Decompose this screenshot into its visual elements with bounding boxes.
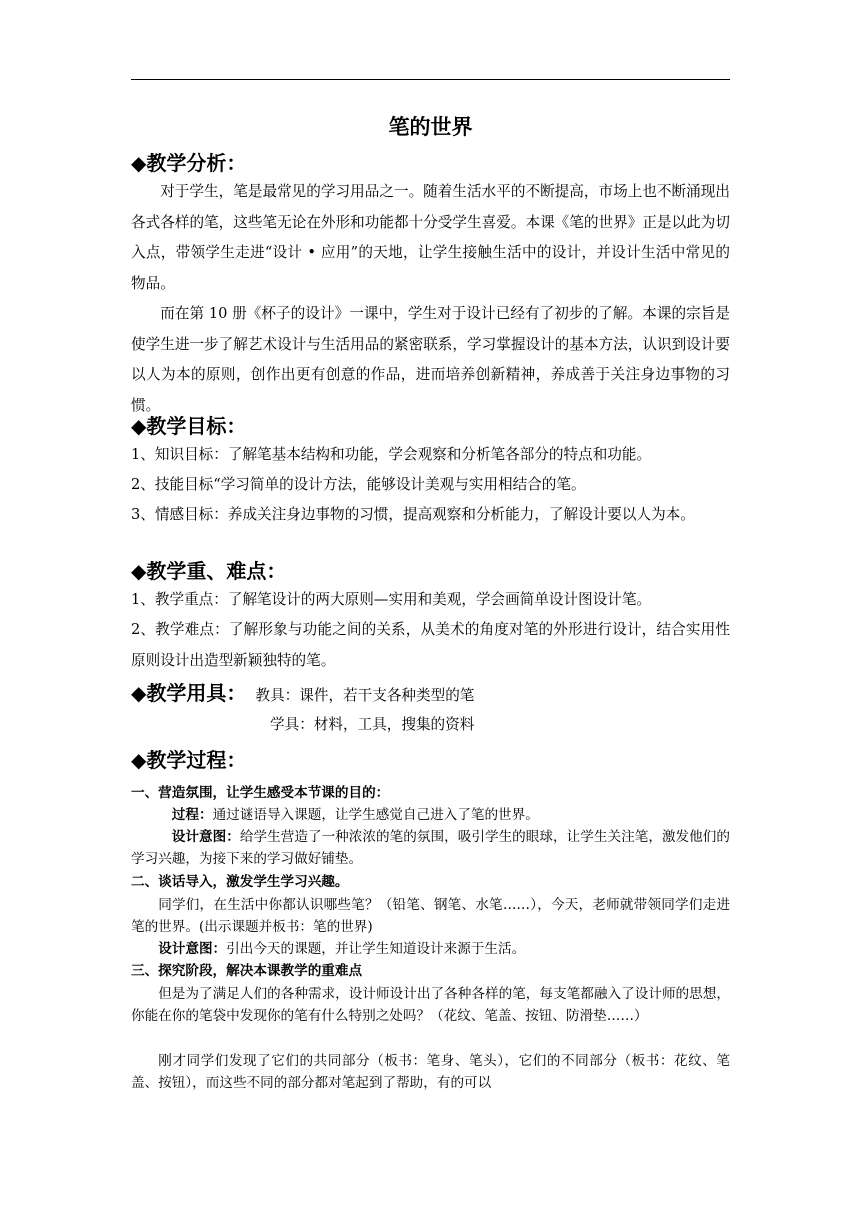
tools-row	[131, 680, 730, 706]
analysis-paragraph-2: 而在第 10 册《杯子的设计》一课中，学生对于设计已经有了初步的了解。本课的宗旨是使学生进一步了解艺术设计与生活用品的紧密联系，学习掌握设计的基本方法，认识到设计要以人为本的原则，创作出更有创意的作品，进而培养创新精神，养成善于关注身边事物的习惯。	[131, 305, 730, 414]
step1-intent-label: 设计意图：	[171, 829, 240, 845]
step1-intent	[131, 826, 730, 870]
step2-title: 二、谈话导入，激发学生学习兴趣。	[131, 874, 349, 890]
step1-process-text: 通过谜语导入课题，让学生感觉自己进入了笔的世界。	[212, 807, 539, 823]
tools-teacher: 教具：课件，若干支各种类型的笔	[255, 687, 475, 704]
step1-title: 一、营造氛围，让学生感受本节课的目的：	[131, 785, 390, 801]
step2-text: 同学们，在生活中你都认识哪些笔？（铅笔、钢笔、水笔……），今天，老师就带领同学们走进笔的世界。(出示课题并板书：笔的世界)	[131, 897, 730, 935]
tools-heading: ◆教学用具：	[131, 681, 247, 705]
document-title: 笔的世界	[388, 115, 473, 139]
analysis-heading: ◆教学分析：	[131, 151, 247, 175]
goal-item-1: 1、知识目标：了解笔基本结构和功能，学会观察和分析笔各部分的特点和功能。	[131, 446, 652, 463]
step3-title: 三、探究阶段，解决本课教学的重难点	[131, 963, 363, 979]
step3-paragraph-1: 但是为了满足人们的各种需求，设计师设计出了各种各样的笔，每支笔都融入了设计师的思想，你能在你的笔袋中发现你的笔有什么特别之处吗？（花纹、笔盖、按钮、防滑垫……）	[131, 986, 730, 1024]
step3-paragraph-2: 刚才同学们发现了它们的共同部分（板书：笔身、笔头），它们的不同部分（板书：花纹、笔盖、按钮），而这些不同的部分都对笔起到了帮助，有的可以	[131, 1053, 730, 1091]
step2-intent-label: 设计意图：	[158, 941, 227, 957]
step1-process-label: 过程：	[171, 807, 213, 823]
tools-student: 学具：材料，工具，搜集的资料	[270, 716, 475, 733]
header-rule	[131, 79, 730, 80]
key-points-heading: ◆教学重、难点：	[131, 559, 287, 583]
goal-item-3: 3、情感目标：养成关注身边事物的习惯，提高观察和分析能力，了解设计要以人为本。	[131, 506, 695, 523]
step2-intent-text: 引出今天的课题，并让学生知道设计来源于生活。	[226, 941, 526, 957]
process-heading: ◆教学过程：	[131, 748, 247, 772]
goal-item-2: 2、技能目标“学习简单的设计方法，能够设计美观与实用相结合的笔。	[131, 476, 586, 493]
step1-process	[131, 804, 730, 826]
step1-intent-text: 给学生营造了一种浓浓的笔的氛围，吸引学生的眼球，让学生关注笔，激发他们的学习兴趣，为接下来的学习做好铺垫。	[131, 829, 730, 867]
goals-heading: ◆教学目标：	[131, 414, 247, 438]
key-point-item-2: 2、教学难点：了解形象与功能之间的关系，从美术的角度对笔的外形进行设计，结合实用性原则设计出造型新颖独特的笔。	[131, 621, 730, 669]
key-point-item-1: 1、教学重点：了解笔设计的两大原则—实用和美观，学会画简单设计图设计笔。	[131, 591, 652, 608]
step2-intent	[131, 938, 730, 960]
analysis-paragraph-1: 对于学生，笔是最常见的学习用品之一。随着生活水平的不断提高，市场上也不断涌现出各式各样的笔，这些笔无论在外形和功能都十分受学生喜爱。本课《笔的世界》正是以此为切入点，带领学生走进“设计 • 应用”的天地，让学生接触生活中的设计，并设计生活中常见的物品。	[131, 183, 730, 292]
